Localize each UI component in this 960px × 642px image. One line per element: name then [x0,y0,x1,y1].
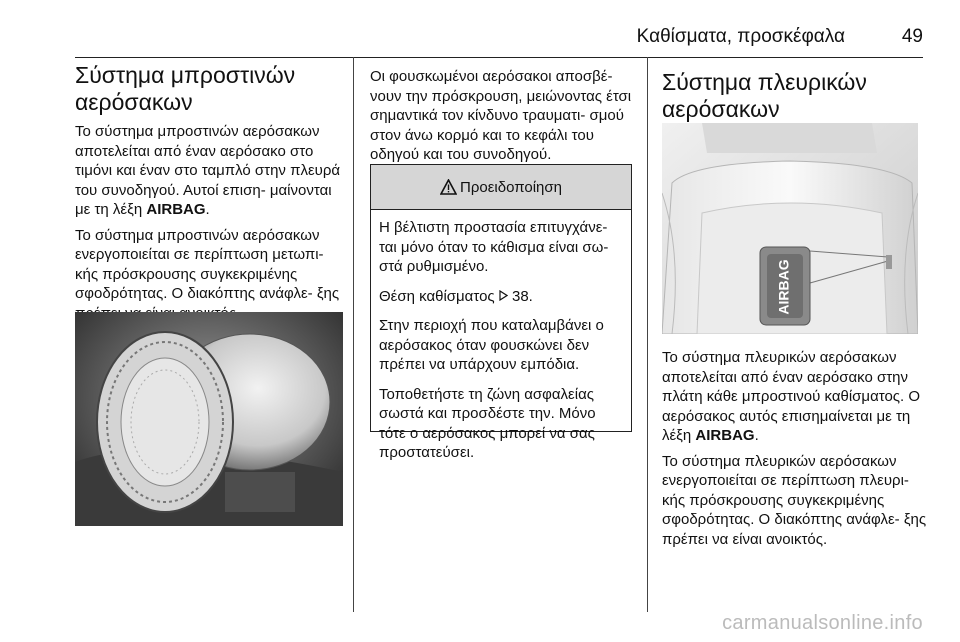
warning-header [371,165,631,210]
airbag-intro-paragraph: Οι φουσκωμένοι αερόσακοι αποσβέ‐ νουν την πρόσκρουση, μειώνοντας έτσι σημαντικά τον κίνδυνο τραυματι‐ σμού στον άνω κορμό και το κεφάλι του οδηγού και του συνοδηγού. [370,68,632,163]
right-column-text [662,348,927,549]
front-airbag-paragraph-1: Το σύστημα μπροστινών αερόσακων αποτελείται από έναν αερόσακο στο τιμόνι και έναν στο ταμπλό στην πλευρά του συνοδηγού. Αυτοί επιση‐ μαίνονται με τη λέξη AIRBAG. [75,123,341,218]
warning-paragraph-2: Θέση καθίσματος 38. [379,287,533,305]
header-divider [75,57,923,58]
warning-title: Προειδοποίηση [460,178,562,196]
front-airbag-illustration [75,312,343,526]
warning-paragraph-4: Τοποθετήστε τη ζώνη ασφαλείας σωστά και προσδέστε την. Μόνο τότε ο αερόσακος μπορεί να σας προστατεύσει. [379,385,596,461]
warning-box [370,164,632,461]
page-reference-link[interactable]: 38. [511,287,533,305]
warning-triangle-icon [440,179,457,195]
watermark: carmanualsonline.info [722,612,923,634]
page-header [75,26,923,52]
left-column [75,62,345,323]
side-airbag-heading: Σύστημα πλευρικών αερόσακων [662,69,867,122]
page-number: 49 [901,26,923,47]
airbag-term-side: AIRBAG [695,427,755,444]
airbag-term: AIRBAG [146,201,206,218]
middle-column [370,67,635,165]
section-title: Καθίσματα, προσκέφαλα [636,26,845,47]
side-airbag-paragraph-2: Το σύστημα πλευρικών αερόσακων ενεργοποιείται σε περίπτωση πλευρι‐ κής πρόσκρουσης συγκεκριμένης σφοδρότητας. Ο διακόπτης ανάφλε‐ ξης πρέπει να είναι ανοικτός. [662,452,927,548]
column-divider-1 [353,57,354,612]
front-airbag-heading: Σύστημα μπροστινών αερόσακων [75,62,296,115]
warning-paragraph-3: Στην περιοχή που καταλαμβάνει ο αερόσακος όταν φουσκώνει δεν πρέπει να υπάρχουν εμπόδια. [379,317,604,373]
warning-paragraph-1: Η βέλτιστη προστασία επιτυγχάνε‐ ται μόνο όταν το κάθισμα είναι σω‐ στά ρυθμισμένο. [379,219,609,275]
column-divider-2 [647,57,648,612]
side-airbag-seat-illustration [662,123,918,334]
front-airbag-paragraph-2: Το σύστημα μπροστινών αερόσακων ενεργοποιείται σε περίπτωση μετωπι‐ κής πρόσκρουσης συγκεκριμένης σφοδρότητας. Ο διακόπτης ανάφλε‐ ξης [75,226,340,302]
seat-airbag-label: AIRBAG [775,259,792,315]
right-column [662,69,927,123]
page-reference-icon [499,290,508,301]
side-airbag-paragraph-1: Το σύστημα πλευρικών αερόσακων αποτελείται από έναν αερόσακο στην πλάτη κάθε μπροστινού καθίσματος. Ο αερόσακος αυτός επισημαίνεται με τη λέξη AIRBAG. [662,349,921,444]
